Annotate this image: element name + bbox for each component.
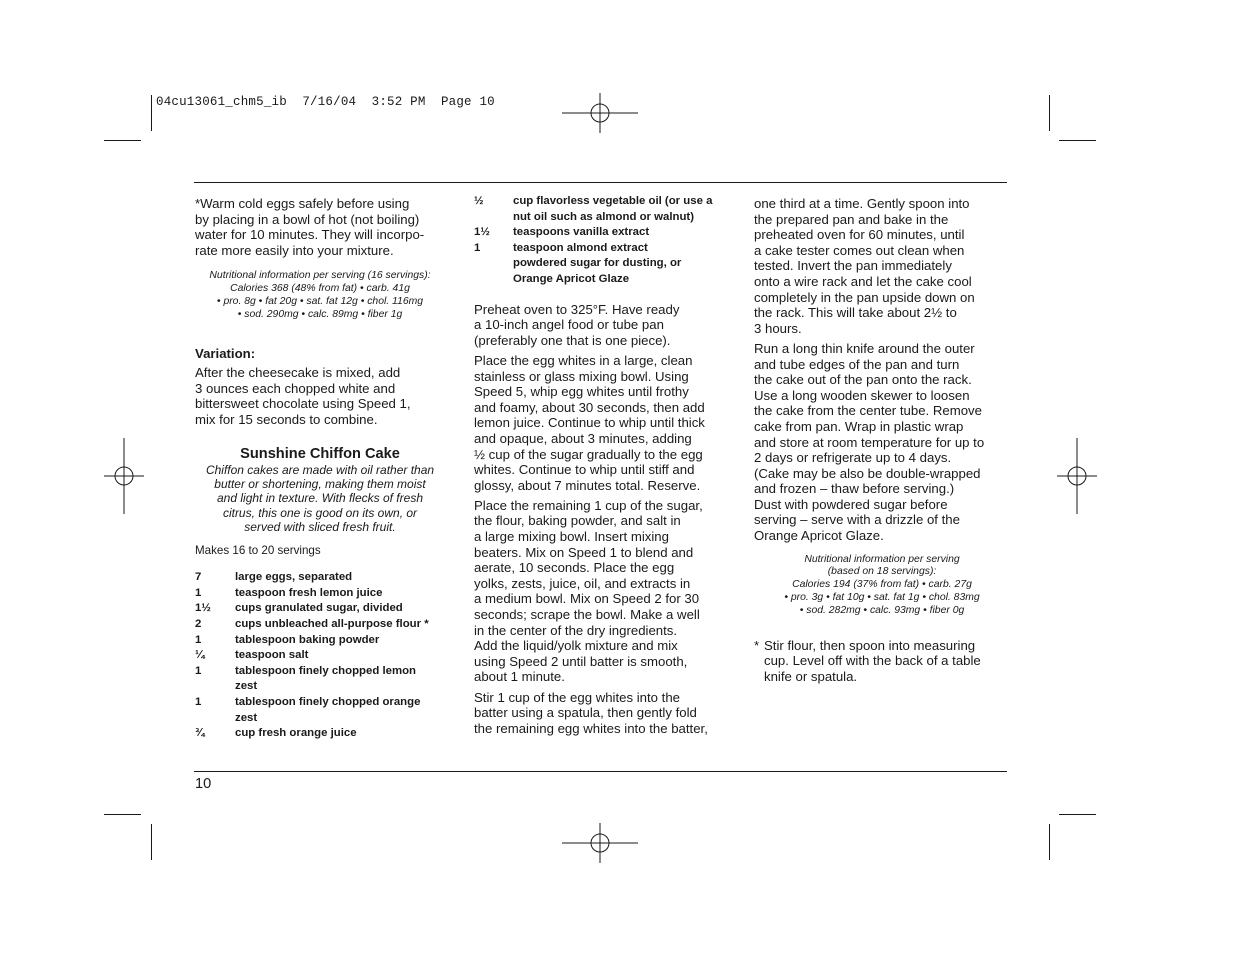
nutrition-info-chiffon: Nutritional information per serving (based on 18 servings): Calories 194 (37% from fat) • carb. 27g • pro. 3g • fat 10g • sat. fat 1g • chol. 83mg • sod. 282mg • calc. 93mg • fiber 0g (784, 553, 980, 616)
ingredient-row: 1 tablespoon finely chopped orange zest (195, 695, 421, 724)
ingredient-list (195, 570, 445, 742)
method-step-unmold: Run a long thin knife around the outer and tube edges of the pan and turn the cake out of the pan onto the rack. Use a long wooden skewer to loosen the cake from the center tube. Remove cake from pan. Wrap in plastic wrap and store at room temperature for up to 2 days or refrigerate up to 4 days. (Cake may be also be double-wrapped and frozen – thaw before serving.) Dust with powdered sugar before serving – serve with a drizzle of the Orange Apricot Glaze. (754, 340, 985, 544)
crop-mark (1049, 824, 1050, 860)
ingredient-row: 2 cups unbleached all-purpose flour * (195, 617, 429, 630)
column-3 (754, 196, 1008, 684)
registration-mark-right (1057, 438, 1097, 514)
top-rule (194, 182, 1007, 183)
crop-mark (104, 140, 141, 141)
print-slug: 04cu13061_chm5_ib 7/16/04 3:52 PM Page 10 (156, 95, 495, 109)
flour-footnote: * Stir flour, then spoon into measuring cup. Level off with the back of a table knife or spatula. (754, 637, 981, 684)
ingredient-row: 7 large eggs, separated (195, 571, 353, 584)
recipe-yield: Makes 16 to 20 servings (195, 543, 321, 557)
registration-mark-left (104, 438, 144, 514)
ingredient-row: 1 teaspoon almond extract (474, 241, 648, 254)
egg-warming-note: *Warm cold eggs safely before using by placing in a bowl of hot (not boiling) water for 10 minutes. They will incorpo- rate more easily into your mixture. (195, 196, 425, 258)
crop-mark (151, 824, 152, 860)
crop-mark (1059, 140, 1096, 141)
ingredient-row: 1 tablespoon baking powder (195, 633, 380, 646)
variation-heading: Variation: (195, 345, 256, 361)
registration-mark-top (562, 93, 638, 133)
registration-mark-bottom (562, 823, 638, 863)
crop-mark (1049, 95, 1050, 131)
nutrition-info-cheesecake: Nutritional information per serving (16 servings): Calories 368 (48% from fat) • carb. 41g • pro. 8g • fat 20g • sat. fat 12g • chol. 116mg • sod. 290mg • calc. 89mg • fiber 1g (209, 270, 431, 320)
variation-text: After the cheesecake is mixed, add 3 ounces each chopped white and bittersweet chocolate using Speed 1, mix for 15 seconds to combine. (195, 365, 411, 427)
ingredient-row: 1½ cups granulated sugar, divided (195, 602, 403, 615)
method-step-preheat: Preheat oven to 325°F. Have ready a 10-inch angel food or tube pan (preferably one that is one piece). (474, 301, 680, 348)
ingredient-row: ¼ teaspoon salt (195, 649, 309, 662)
method-step-whip-whites: Place the egg whites in a large, clean stainless or glass mixing bowl. Using Speed 5, whip egg whites until frothy and foamy, about 30 seconds, then add lemon juice. Continue to whip until thick and opaque, about 3 minutes, adding ½ cup of the sugar gradually to the egg whites. Continue to whip until stiff and glossy, about 7 minutes total. Reserve. (474, 352, 705, 493)
crop-mark (1059, 814, 1096, 815)
method-step-fold: Stir 1 cup of the egg whites into the batter using a spatula, then gently fold the remaining egg whites into the batter, (474, 689, 708, 736)
method-step-bake: one third at a time. Gently spoon into the prepared pan and bake in the preheated oven for 60 minutes, until a cake tester comes out clean when tested. Invert the pan immediately onto a wire rack and let the cake cool completely in the pan upside down on the rack. This will take about 2½ to 3 hours. (754, 196, 975, 336)
ingredient-row: ¾ cup fresh orange juice (195, 727, 357, 740)
recipe-title: Sunshine Chiffon Cake (240, 445, 400, 462)
ingredient-row: 1 teaspoon fresh lemon juice (195, 586, 383, 599)
recipe-intro: Chiffon cakes are made with oil rather than butter or shortening, making them moist and light in texture. With flecks of fresh citrus, this one is good on its own, or served with sliced fresh fruit. (205, 462, 435, 535)
ingredient-list-continued (474, 194, 732, 288)
crop-mark (104, 814, 141, 815)
column-1 (195, 196, 445, 742)
page-number: 10 (195, 776, 212, 792)
crop-mark (151, 95, 152, 131)
ingredient-row: ½ cup flavorless vegetable oil (or use a nut oil such as almond or walnut) (474, 195, 713, 223)
column-2 (474, 194, 732, 741)
ingredient-row: powdered sugar for dusting, or Orange Apricot Glaze (513, 257, 682, 285)
ingredient-row: 1½ teaspoons vanilla extract (474, 226, 650, 239)
bottom-rule (194, 771, 1007, 772)
ingredient-row: 1 tablespoon finely chopped lemon zest (195, 664, 416, 693)
method-step-batter: Place the remaining 1 cup of the sugar, the flour, baking powder, and salt in a large mixing bowl. Insert mixing beaters. Mix on Speed 1 to blend and aerate, 10 seconds. Place the egg yolks, zests, juice, oil, and extracts in a medium bowl. Mix on Speed 2 for 30 seconds; scrape the bowl. Make a well in the center of the dry ingredients. Add the liquid/yolk mixture and mix using Speed 2 until batter is smooth, about 1 minute. (474, 497, 703, 685)
